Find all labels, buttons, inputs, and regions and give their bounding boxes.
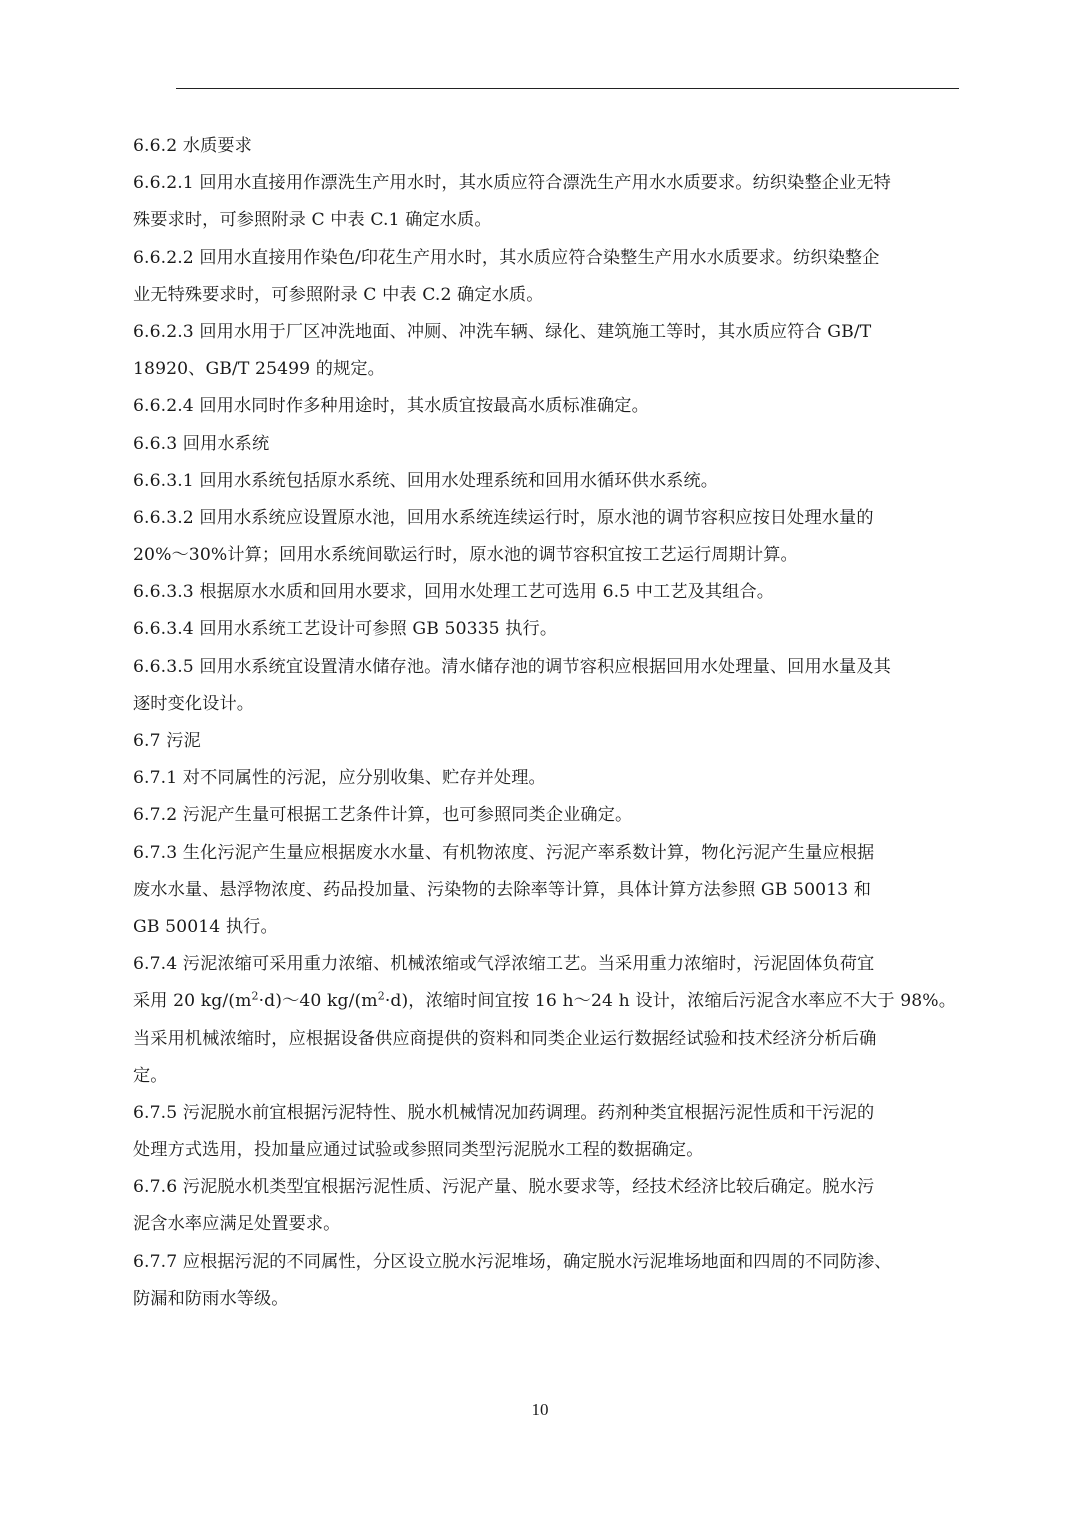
paragraph-line: 6.7.2 污泥产生量可根据工艺条件计算，也可参照同类企业确定。 <box>133 805 633 826</box>
superscript: 2 <box>377 989 385 1003</box>
paragraph-line: 泥含水率应满足处置要求。 <box>133 1214 341 1235</box>
text-segment: ·d)～40 kg/(m <box>258 991 378 1012</box>
paragraph-line: 6.6.2.2 回用水直接用作染色/印花生产用水时，其水质应符合染整生产用水水质要求。纺织染整企 <box>133 247 880 268</box>
paragraph-line: 定。 <box>133 1065 168 1086</box>
paragraph-line: 6.7.1 对不同属性的污泥，应分别收集、贮存并处理。 <box>133 768 546 789</box>
paragraph-line: 6.7.6 污泥脱水机类型宜根据污泥性质、污泥产量、脱水要求等，经技术经济比较后确定。脱水污 <box>133 1177 875 1198</box>
header-rule <box>176 88 959 89</box>
paragraph-line: 18920、GB/T 25499 的规定。 <box>133 359 385 380</box>
paragraph-line: 6.7.5 污泥脱水前宜根据污泥特性、脱水机械情况加药调理。药剂种类宜根据污泥性质和干污泥的 <box>133 1102 875 1123</box>
paragraph-line: 6.6.3.5 回用水系统宜设置清水储存池。清水储存池的调节容积应根据回用水处理量、回用水量及其 <box>133 656 891 677</box>
paragraph-line: 业无特殊要求时，可参照附录 C 中表 C.2 确定水质。 <box>133 284 544 305</box>
paragraph-line: 6.6.3.1 回用水系统包括原水系统、回用水处理系统和回用水循环供水系统。 <box>133 470 719 491</box>
paragraph-line: 6.6.2.4 回用水同时作多种用途时，其水质宜按最高水质标准确定。 <box>133 396 649 417</box>
paragraph-line: 废水水量、悬浮物浓度、药品投加量、污染物的去除率等计算，具体计算方法参照 GB 50013 和 <box>133 879 872 900</box>
paragraph-line: 逐时变化设计。 <box>133 693 255 714</box>
section-heading: 6.6.3 回用水系统 <box>133 433 270 454</box>
paragraph-line: 20%～30%计算；回用水系统间歇运行时，原水池的调节容积宜按工艺运行周期计算。 <box>133 545 798 566</box>
section-heading: 6.6.2 水质要求 <box>133 136 252 156</box>
section-heading: 6.7 污泥 <box>133 731 201 751</box>
text-segment: ·d)，浓缩时间宜按 16 h～24 h 设计，浓缩后污泥含水率应不大于 98%。 <box>384 991 956 1012</box>
paragraph-line: 殊要求时，可参照附录 C 中表 C.1 确定水质。 <box>133 210 492 231</box>
superscript: 2 <box>251 989 259 1003</box>
paragraph-line: 6.6.3.2 回用水系统应设置原水池，回用水系统连续运行时，原水池的调节容积应按日处理水量的 <box>133 507 874 528</box>
paragraph-line: 6.6.2.3 回用水用于厂区冲洗地面、冲厕、冲洗车辆、绿化、建筑施工等时，其水质应符合 GB/T <box>133 321 872 342</box>
paragraph-line: 6.6.3.4 回用水系统工艺设计可参照 GB 50335 执行。 <box>133 619 558 640</box>
document-body <box>133 128 963 1318</box>
paragraph-line: 防漏和防雨水等级。 <box>133 1288 289 1309</box>
paragraph-line: 6.7.7 应根据污泥的不同属性，分区设立脱水污泥堆场，确定脱水污泥堆场地面和四周的不同防渗、 <box>133 1251 892 1272</box>
paragraph-line: 6.7.4 污泥浓缩可采用重力浓缩、机械浓缩或气浮浓缩工艺。当采用重力浓缩时，污泥固体负荷宜 <box>133 954 875 975</box>
paragraph-line: 6.7.3 生化污泥产生量应根据废水水量、有机物浓度、污泥产率系数计算，物化污泥产生量应根据 <box>133 842 875 863</box>
paragraph-line: 处理方式选用，投加量应通过试验或参照同类型污泥脱水工程的数据确定。 <box>133 1140 704 1161</box>
page-number: 10 <box>531 1400 549 1419</box>
paragraph-line: GB 50014 执行。 <box>133 916 278 937</box>
paragraph-line: 6.6.2.1 回用水直接用作漂洗生产用水时，其水质应符合漂洗生产用水水质要求。纺织染整企业无特 <box>133 173 891 194</box>
paragraph-line: 6.6.3.3 根据原水水质和回用水要求，回用水处理工艺可选用 6.5 中工艺及其组合。 <box>133 582 775 603</box>
paragraph-line: 当采用机械浓缩时，应根据设备供应商提供的资料和同类企业运行数据经试验和技术经济分析后确 <box>133 1028 877 1049</box>
paragraph-line-with-superscript <box>133 983 963 1020</box>
text-segment: 采用 20 kg/(m <box>133 991 252 1012</box>
